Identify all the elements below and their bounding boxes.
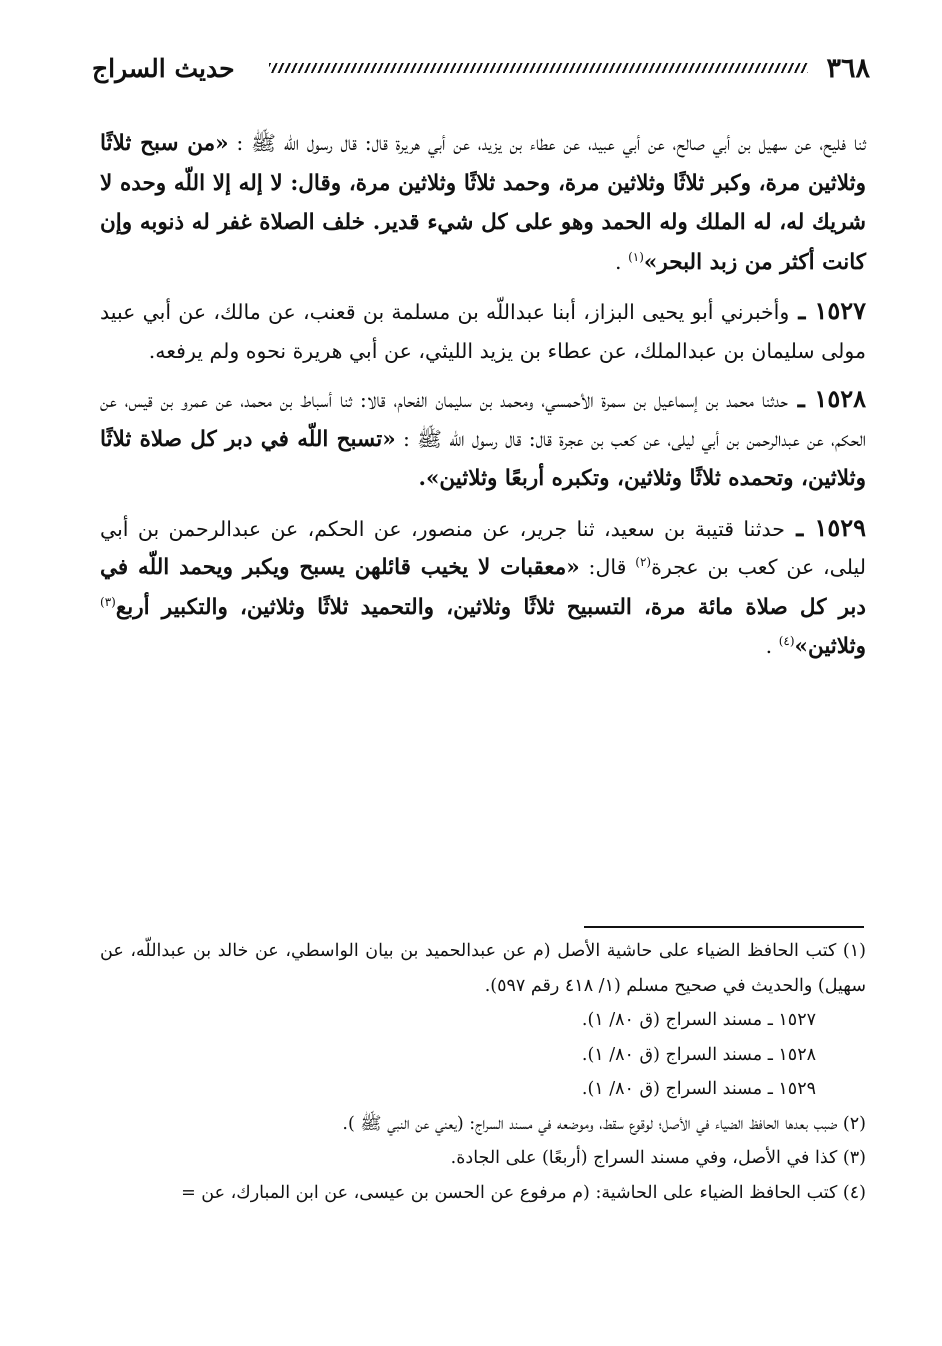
- text-segment: وأخبرني أبو يحيى البزاز، أبنا عبداللّه بن مسلمة بن قعنب، عن مالك، عن أبي عبيد مولى سليمان بن عبدالملك، عن عطاء بن يزيد الليثي، عن أبي هريرة نحوه ولم يرفعه.: [100, 300, 866, 363]
- footnote-marker: (١): [628, 249, 644, 264]
- paragraph-hadith-continuation: [100, 124, 866, 282]
- footnote-marker: (٤): [778, 634, 795, 649]
- text-segment: ثنا فليح، عن سهيل بن أبي صالح، عن أبي عبيد، عن عطاء بن يزيد، عن أبي هريرة قال: قال رسول اللّه ﷺ :: [228, 131, 866, 155]
- footnote-4: (٤) كتب الحافظ الضياء على الحاشية: (م مرفوع عن الحسن بن عيسى، عن ابن المبارك، عن =: [181, 1182, 866, 1203]
- running-title: حديث السراج: [92, 53, 235, 83]
- footnote-marker: (٣): [100, 594, 116, 609]
- footnotes: [100, 934, 866, 1210]
- footnote-1: (١) كتب الحافظ الضياء على حاشية الأصل (م عن عبدالحميد بن بيان الواسطي، عن خالد بن عبداللّه، عن سهيل) والحديث في صحيح مسلم (١/ ٤١٨ رقم ٥٩٧).: [100, 941, 866, 996]
- main-text: [100, 124, 866, 667]
- footnote-source-1529: ١٥٢٩ ـ مسند السراج (ق ٨٠/ ١).: [581, 1079, 816, 1099]
- footnote-source-1527: ١٥٢٧ ـ مسند السراج (ق ٨٠/ ١).: [581, 1010, 816, 1030]
- text-segment: قال:: [579, 555, 636, 579]
- footnote-marker: (٢): [635, 555, 652, 570]
- paragraph-hadith-1529: [100, 509, 866, 667]
- paragraph-hadith-1527: [100, 292, 866, 370]
- hadith-matn: وثلاثين»: [794, 634, 866, 659]
- footnote-separator: [584, 926, 864, 928]
- hadith-number: ١٥٢٧ ـ: [789, 296, 866, 325]
- paragraph-hadith-1528: [100, 380, 866, 499]
- footnote-source-1528: ١٥٢٨ ـ مسند السراج (ق ٨٠/ ١).: [581, 1044, 816, 1065]
- hadith-matn: «معقبات لا يخيب قائلهن يسبح ويكبر ويحمد اللّه في دبر كل صلاة مائة مرة، التسبيح ثلاثًا وثلاثين، والتحميد ثلاثًا وثلاثين، والتكبير أربع: [100, 555, 866, 620]
- text-segment: حدثنا قتيبة بن سعيد، ثنا جرير، عن منصور، عن الحكم، عن عبدالرحمن بن أبي ليلى، عن كعب بن عجرة: [100, 516, 866, 579]
- hadith-number: ١٥٢٨ ـ: [788, 384, 866, 413]
- text-segment: .: [615, 249, 629, 274]
- page-header: [92, 48, 870, 88]
- hadith-matn: «تسبح اللّه في دبر كل صلاة ثلاثًا وثلاثين، وتحمده ثلاثًا وثلاثين، وتكبره أربعًا وثلاثين».: [100, 426, 866, 491]
- text-segment: .: [765, 634, 779, 658]
- footnote-3: (٣) كذا في الأصل، وفي مسند السراج (أربعًا) على الجادة.: [450, 1148, 866, 1168]
- footnote-2: (٢) ضبب بعدها الحافظ الضياء في الأصل؛ لوقوع سقط، وموضعه في مسند السراج: (يعني عن النبي ﷺ ).: [342, 1113, 866, 1134]
- page-number: ٣٦٨: [826, 52, 870, 84]
- text-segment: حدثنا محمد بن إسماعيل بن سمرة الأحمسي، ومحمد بن سليمان الفحام، قالا: ثنا أسباط بن محمد، عن عمرو بن قيس، عن الحكم، عن عبدالرحمن بن أبي ليلى، عن كعب بن عجرة قال: قال رسول اللّه ﷺ :: [100, 388, 866, 451]
- hadith-number: ١٥٢٩ ـ: [785, 512, 866, 542]
- header-divider: [269, 63, 809, 73]
- hadith-matn: «من سبح ثلاثًا وثلاثين مرة، وكبر ثلاثًا وثلاثين مرة، وحمد ثلاثًا وثلاثين مرة، وقال: لا إله إلا اللّه وحده لا شريك له، له الملك وله الحمد وهو على كل شيء قدير. خلف الصلاة غفر له ذنوبه وإن كانت أكثر من زبد البحر»: [100, 131, 866, 275]
